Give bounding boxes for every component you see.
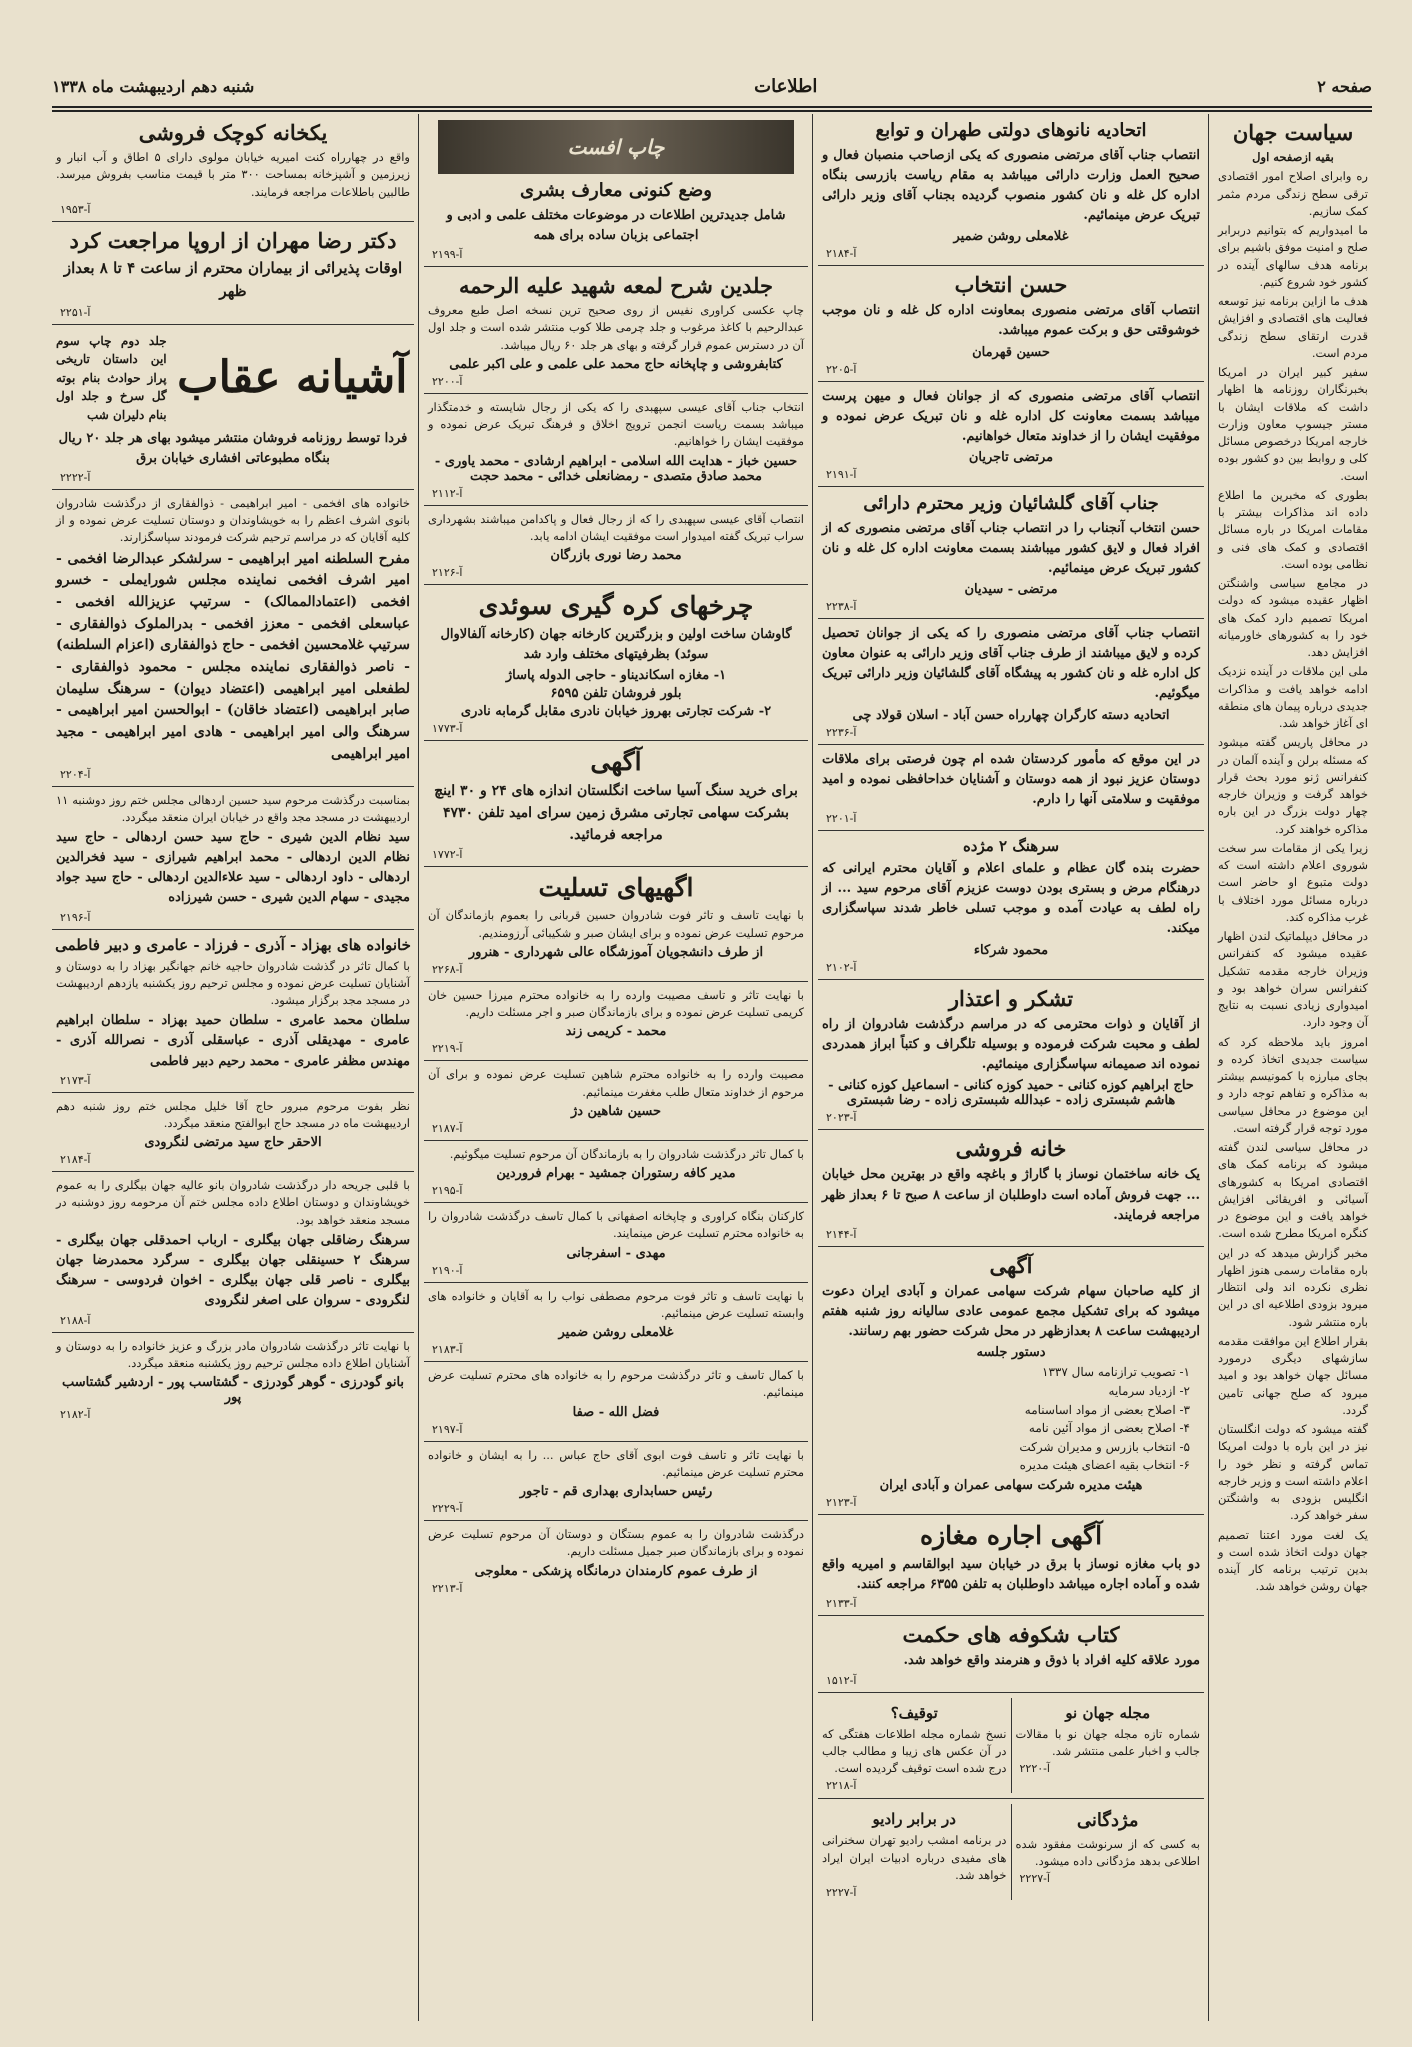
header-rule [52, 106, 1372, 108]
notice-thanks [818, 986, 1204, 1125]
notice-text: حسن انتخاب آنجناب را در انتصاب جناب آقای مرتضی منصوری که از افراد فعال و لایق کشور میباشند بسمت معاونت اداره کل غله و نان کشور تبریک عرض مینمائیم. [822, 520, 1200, 576]
notice-code: آ-۲۲۰۱ [826, 812, 857, 826]
notice-text: شماره تازه مجله جهان نو با مقالات جالب و اخبار علمی منتشر شد. [1015, 1726, 1200, 1758]
notice-text: درگذشت شادروان را به عموم بستگان و دوستان آن مرحوم تسلیت عرض نموده و برای بازماندگان صبر جمیل مسئلت داریم. [428, 1527, 804, 1559]
notice-bread-union [818, 120, 1204, 260]
notice-text: بمناسبت درگذشت مرحوم سید حسین اردهالی مجلس ختم روز دوشنبه ۱۱ اردیبهشت در مسجد مجد واقع در خیابان ایران منعقد میگردد. [56, 792, 410, 824]
divider [52, 221, 414, 222]
paragraph: امروز باید ملاحظه کرد که سیاست جدیدی اتخاذ کرده و بجای مبارزه با کمونیسم بیشتر به مذاکره و تفاهم توجه دارد و این موضوع در محافل سیاسی مورد توجه قرار گرفته است. [1218, 1034, 1368, 1135]
notice-finance-minister [818, 493, 1204, 613]
paragraph: ملی این ملاقات در آینده نزدیک ادامه خواهد یافت و مذاکرات جدیدی درباره پیمان های منطقه ای آغاز خواهد شد. [1218, 664, 1368, 731]
ad-line: ۱- مغازه اسکاندیناو - حاجی الدوله پاساژ [505, 668, 727, 684]
notice-code: آ-۲۰۲۳ [826, 1111, 857, 1125]
divider [818, 1129, 1204, 1130]
notice-signature: سرهنگ رضاقلی جهان بیگلری - ارباب احمدقلی جهان بیگلری - سرهنگ ۲ حسینقلی جهان بیگلری - سرگرد محمدرضا جهان بیگلری - ناصر قلی جهان بیگلری - اخوان فردوسی - سرهنگ لنگرودی - سروان علی اصغر لنگرودی [56, 1232, 411, 1309]
notice-code: آ-۲۲۰۵ [826, 362, 857, 376]
notice-text: با نهایت تاسف و تاثر فوت مرحوم مصطفی نواب را به آقایان و خانواده های وابسته تسلیت عرض مینمائیم. [428, 1288, 804, 1320]
ad-book [818, 1622, 1204, 1686]
notice-text: کارکنان بنگاه کراوری و چاپخانه اصفهانی با کمال تاسف درگذشت شادروان را به خانواده محترم تسلیت عرض مینمایند. [428, 1209, 804, 1241]
notice-beglari [52, 1177, 414, 1326]
divider [818, 744, 1204, 745]
notice-signature: غلامعلی روشن ضمیر [953, 229, 1069, 245]
notice-farewell [818, 750, 1204, 825]
ad-text: برای خرید سنگ آسیا ساخت انگلستان اندازه های ۲۴ و ۳۰ اینچ بشرکت سهامی تجارتی مشرق زمین سرای امید تلفن ۴۷۳۰ مراجعه فرمائید. [434, 783, 798, 843]
divider [52, 1171, 414, 1172]
ad-title: کتاب شکوفه های حکمت [902, 1622, 1120, 1648]
notice-signature: فضل الله - صفا [572, 1404, 660, 1420]
ad-text: از کلیه صاحبان سهام شرکت سهامی عمران و آبادی ایران دعوت میشود که برای تشکیل مجمع عمومی عادی سالیانه روز شنبه هفتم اردیبهشت ساعت ۸ بعدازظهر در محل شرکت حضور بهم رسانند. [822, 1284, 1200, 1340]
ad-code: آ-۲۱۳۳ [826, 1597, 857, 1611]
ad-line: ۲- شرکت تجارتی بهروز خیابان نادری مقابل گرمابه نادری [460, 704, 772, 720]
notice-text: نسخ شماره مجله اطلاعات هفتگی که در آن عکس های زیبا و مطالب جالب درج شده است توقیف گردیده است. [822, 1726, 1007, 1776]
ad-text: یک خانه ساختمان نوساز با گاراژ و باغچه واقع در بهترین محل خیابان ... جهت فروش آماده است داوطلبان از ساعت ۸ صبح تا ۶ بعداز ظهر مراجعه فرمایند. [822, 1167, 1201, 1223]
divider [818, 1798, 1204, 1799]
ad-code: آ-۲۲۰۰ [432, 374, 463, 388]
notice-code: آ-۲۱۲۶ [432, 566, 463, 580]
ad-code: آ-۲۲۵۱ [60, 305, 91, 319]
notice-title: جناب آقای گلشائیان وزیر محترم دارائی [863, 493, 1159, 515]
notice-signature: سلطان محمد عامری - سلطان حمید بهزاد - سلطان ابراهیم عامری - مهدیقلی آذری - عباسقلی آذری - نصرالله آذری - مهندس مظفر عامری - محمد رحیم دبیر فاطمی [56, 1013, 410, 1069]
notice-congrats-1 [424, 399, 808, 500]
notice-code: آ-۲۱۸۳ [432, 1343, 463, 1357]
divider [818, 618, 1204, 619]
divider [52, 324, 414, 325]
condolence-notice [424, 1526, 808, 1595]
ad-cream-separator [424, 591, 808, 735]
divider [818, 830, 1204, 831]
divider [424, 584, 808, 585]
ad-text: مورد علاقه کلیه افراد با ذوق و هنرمند واقع خواهد شد. [903, 1653, 1200, 1669]
agenda-item: ۳- اصلاح بعضی از مواد اساسنامه [1024, 1402, 1190, 1417]
divider [424, 266, 808, 267]
ad-eagle-nest-book [52, 330, 414, 484]
condolence-notice [424, 907, 808, 976]
divider [818, 979, 1204, 980]
notice-signature: از طرف دانشجویان آموزشگاه عالی شهرداری - هنرور [468, 944, 764, 960]
notice-colonel [818, 837, 1204, 974]
notice-text: با نهایت تاثر و تاسف مصیبت وارده را به خانواده محترم میرزا حسین خان کریمی تسلیت عرض نموده و برای بازماندگان صبر و اجر مسئلت داریم. [428, 987, 804, 1020]
ad-knowledge [424, 180, 808, 261]
notice-title: مژدگانی [1076, 1810, 1139, 1832]
notice-signature: بانو گودرزی - گوهر گودرزی - گشتاسب پور - اردشیر گشتاسب پور [61, 1375, 405, 1406]
condolence-notice [424, 1447, 808, 1516]
ad-millstone [424, 747, 808, 861]
notice-code: آ-۲۲۱۳ [432, 1581, 463, 1595]
ad-text: دو باب مغازه نوساز با برق در خیابان سید ابوالقاسم و امیریه واقع شده و آماده اجاره میباشد داوطلبان به تلفن ۶۳۵۵ مراجعه کنند. [822, 1557, 1200, 1593]
notice-code: آ-۲۱۹۶ [60, 910, 91, 924]
notice-code: آ-۲۱۹۱ [826, 468, 857, 482]
print-ad-banner: چاپ افست [438, 120, 794, 174]
book-ad-text: فردا توسط روزنامه فروشان منتشر میشود بهای هر جلد ۲۰ ریال بنگاه مطبوعاتی افشاری خیابان برق [58, 430, 408, 466]
condolence-notice [424, 1367, 808, 1436]
notice-text: مصیبت وارده را به خانواده محترم شاهین تسلیت عرض نموده و برای آن مرحوم از خداوند متعال طلب مغفرت مینمائیم. [428, 1067, 804, 1099]
notice-text: با قلبی جریحه دار درگذشت شادروان بانو عالیه جهان بیگلری را به عموم خویشاوندان و دوستان اطلاع داده مجلس ختم آن مرحومه روز دوشنبه در مسجد منعقد خواهد بود. [56, 1178, 410, 1227]
notice-code: آ-۲۲۲۰ [1019, 1762, 1050, 1776]
notice-afkhami-family [52, 495, 414, 781]
agenda-item: ۵- انتخاب بازرس و مدیران شرکت [1019, 1439, 1190, 1454]
notice-signature: مهدی - اسفرجانی [566, 1245, 666, 1261]
notice-signature: حاج ابراهیم کوزه کنانی - حمید کوزه کنانی - اسماعیل کوزه کنانی - هاشم شبستری زاده - عبدالله شبستری زاده - رضا شبستری [828, 1078, 1194, 1109]
ad-code: آ-۲۲۲۲ [60, 470, 91, 484]
condolence-notice [424, 1066, 808, 1135]
notice-title: مجله جهان نو [1065, 1703, 1151, 1722]
page-header [52, 66, 1372, 106]
notice-code: آ-۲۱۸۸ [60, 1313, 91, 1327]
condolence-notice [424, 1288, 808, 1357]
divider [424, 1361, 808, 1362]
notice-magazine [1012, 1698, 1205, 1794]
notice-seizure [818, 1698, 1012, 1794]
notice-code: آ-۲۲۱۹ [432, 1042, 463, 1056]
ad-title: دکتر رضا مهران از اروپا مراجعت کرد [69, 227, 397, 253]
ad-code: آ-۱۷۷۳ [432, 722, 463, 736]
notice-text: انتصاب آقای مرتضی منصوری که از جوانان فعال و میهن پرست میباشد بسمت معاونت کل اداره غله و نان تبریک عرض نموده و موفقیت ایشان را از خداوند متعال خواهانیم. [822, 388, 1200, 444]
divider [818, 381, 1204, 382]
notice-signature: حسین شاهین دژ [570, 1103, 662, 1119]
ad-code: آ-۱۹۵۳ [60, 202, 91, 216]
ad-text: چاپ عکسی کراوری نفیس از روی صحیح ترین نسخه اصل طبع معروف عبدالرحیم با کاغذ مرغوب و جلد چرمی طلا کوب منتشر شده است و جلد اول آن در دسترس عموم قرار گرفته و بهای هر جلد ۶۰ ریال میباشد. [428, 303, 804, 352]
notice-signature: محمد رضا نوری بازرگان [550, 548, 682, 564]
notice-signature: اتحادیه دسته کارگران چهارراه حسن آباد - اسلان قولاد چی [852, 707, 1170, 723]
notice-appointment [818, 387, 1204, 481]
notice-signature: مرتضی تاجریان [968, 450, 1054, 466]
notice-code: آ-۲۲۲۷ [1019, 1872, 1050, 1886]
book-ad-row [52, 330, 414, 427]
notice-text: با نهایت تاسف و تاثر فوت شادروان حسین قربانی را بعموم بازماندگان آن مرحوم تسلیت عرض نموده و برای ایشان صبر و شکیبائی آرزومندیم. [428, 908, 804, 940]
divider [818, 1246, 1204, 1247]
notice-code: آ-۲۱۸۴ [60, 1153, 91, 1167]
ad-title: خانه فروشی [955, 1136, 1067, 1162]
notice-title: سرهنگ ۲ مژده [962, 837, 1060, 856]
notice-code: آ-۲۱۸۲ [60, 1408, 91, 1422]
agenda-item: ۶- انتخاب بقیه اعضای هیئت مدیره [1019, 1458, 1190, 1473]
notice-goodarzi [52, 1338, 414, 1422]
notice-haj-khalil [52, 1098, 414, 1167]
header-rule-2 [52, 110, 1372, 112]
notice-signature: حسین قهرمان [972, 344, 1050, 360]
divider [424, 981, 808, 982]
notice-signature: مدیر کافه رستوران جمشید - بهرام فروردین [496, 1166, 736, 1182]
notice-title: اتحادیه نانوهای دولتی طهران و توابع [875, 120, 1147, 141]
twin-notices-2 [818, 1804, 1204, 1900]
notice-text: به کسی که از سرنوشت مفقود شده اطلاعی بدهد مژدگانی داده میشود. [1015, 1836, 1200, 1869]
column-world-politics [1214, 114, 1372, 2021]
ad-house-sale [818, 1136, 1204, 1241]
notice-signature: مرتضی - سیدیان [964, 582, 1058, 598]
divider [424, 740, 808, 741]
notice-code: آ-۲۱۰۲ [826, 960, 857, 974]
notice-text: با نهایت تاثر درگذشت شادروان مادر بزرگ و عزیز خانواده را به دوستان و آشنایان اطلاع داده مجلس ترحیم روز یکشنبه منعقد میگردد. [56, 1338, 410, 1370]
notice-title: تشکر و اعتذار [948, 985, 1074, 1011]
page-number: صفحه ۲ [1317, 76, 1372, 96]
notice-text: با کمال تاثر درگذشت شادروان را به بازماندگان آن مرحوم تسلیت میگوئیم. [449, 1146, 804, 1161]
divider [424, 505, 808, 506]
paragraph: در محافل سیاسی لندن گفته میشود که برنامه کمک های اقتصادی امریکا به کشورهای آسیائی و افریقائی افزایش خواهد یافت و این موضوع در کنگره امریکا مطرح شده است. [1218, 1140, 1368, 1241]
notice-radio [818, 1804, 1012, 1900]
ad-signature: هیئت مدیره شرکت سهامی عمران و آبادی ایران [879, 1478, 1143, 1493]
ad-code: آ-۲۱۲۳ [826, 1496, 857, 1509]
notice-text: در این موقع که مأمور کردستان شده ام چون فرصتی برای ملاقات دوستان عزیز نبود از همه دوستان و آشنایان خداحافظی نموده و امید موفقیت و سلامتی آنها را دارم. [822, 751, 1200, 807]
ad-code: آ-۲۱۹۹ [432, 247, 463, 261]
notice-text: انتخاب جناب آقای عیسی سپهبدی را که یکی از رجال شایسته و خدمتگذار میباشد بسمت ریاست انجمن ترویج اخلاق و فرهنگ تبریک عرض نموده و موفقیت ایشان را خواهانیم. [428, 399, 804, 449]
notice-title: توقیف؟ [890, 1703, 938, 1722]
notice-text: از آقایان و ذوات محترمی که در مراسم درگذشت شادروان از راه لطف و محبت شرکت فرموده و بوسیله تلگراف و کتباً ابراز همدردی نموده اند صمیمانه سپاسگزاری مینمائیم. [822, 1016, 1200, 1073]
condolence-notice [424, 987, 808, 1056]
divider [52, 1332, 414, 1333]
notice-text: حضرت بنده گان عظام و علمای اعلام و آقایان محترم ایرانی که درهنگام مرض و بستری بودن دوست عزیزم آقای مرحوم سید ... از راه لطف به عیادت آمده و موجب تسلی خاطر شدند سپاسگزاری میکند. [822, 861, 1200, 937]
divider [424, 1060, 808, 1061]
column-divider-3 [418, 114, 419, 2021]
ad-title: وضع کنونی معارف بشری [520, 180, 712, 201]
divider [424, 393, 808, 394]
notice-text: خانواده های افخمی - امیر ابراهیمی - ذوالفقاری از درگذشت شادروان بانوی اشرف اعظم را به خویشاوندان و دوستان تسلیت عرض نموده و از کلیه آقایان که در مراسم ترحیم شرکت فرمودند سپاسگزارند. [56, 495, 410, 545]
ad-code: آ-۲۱۴۴ [826, 1227, 857, 1241]
notice-title: خانواده های بهزاد - آذری - فرزاد - عامری و دبیر فاطمی [55, 935, 411, 954]
notice-behzad-family [52, 936, 414, 1087]
notice-signature: غلامعلی روشن ضمیر [558, 1325, 674, 1341]
notice-text: با نهایت تاثر و تاسف فوت ابوی آقای حاج عباس ... را به ایشان و خانواده محترم تسلیت عرض مینمائیم. [428, 1447, 804, 1479]
paragraph: در محافل دیپلماتیک لندن اظهار عقیده میشود که کنفرانس وزیران خارجه مقدمه تشکیل کنفرانس سران خواهد بود و امیدواری زیادی نسبت به نتایج آن وجود دارد. [1218, 929, 1368, 1030]
notice-text: نظر بفوت مرحوم مبرور حاج آقا خلیل مجلس ختم روز شنبه دهم اردیبهشت ماه در مسجد حاج ابوالفتح منعقد میگردد. [56, 1098, 410, 1130]
ad-shareholders [818, 1253, 1204, 1509]
paragraph: گفته میشود که دولت انگلستان نیز در این باره با دولت امریکا تماس گرفته و نظر خود را اعلام داشته است و وزیر خارجه انگلیس بزودی به واشنگتن سفر خواهد کرد. [1218, 1422, 1368, 1523]
notice-signature: سید نظام الدین شیری - حاج سید حسن اردهالی - حاج سید نظام الدین اردهالی - محمد ابراهیم شیرازی - سید فخرالدین اردهالی - داود اردهالی - سید علاءالدین اردهالی - حاج سید جواد مجیدی - سهام الدین شیری - حسن شیرزاده [56, 830, 410, 906]
ad-line: بلور فروشان تلفن ۶۵۹۵ [550, 686, 682, 702]
notice-text: با کمال تاثر در گذشت شادروان حاجیه خانم جهانگیر بهزاد را به دوستان و آشنایان تسلیت عرض نموده و مجلس ترحیم روز یکشنبه یازدهم اردیبهشت در مسجد مجد برگزار میشود. [56, 958, 410, 1008]
column-divider-1 [1208, 114, 1209, 2021]
divider [52, 1092, 414, 1093]
paragraph: بقرار اطلاع این موافقت مقدمه سازشهای دیگری درمورد مسائل جهان خواهد بود و امید میرود که صلح جهانی تامین گردد. [1218, 1333, 1368, 1417]
column-notices-c [52, 114, 414, 2021]
paragraph: در محافل پاریس گفته میشود که مسئله برلن و آینده آلمان در کنفرانس ژنو مورد بحث قرار خواهد گرفت و وزیران خارجه چهار دولت بزرگ در این باره مذاکره خواهند کرد. [1218, 735, 1368, 836]
notice-text: انتصاب آقای عیسی سپهبدی را که از رجال فعال و پاکدامن میباشند بشهرداری سراب تبریک گفته امیدوار است موفقیت ایشان ادامه یابد. [428, 511, 804, 543]
agenda-item: ۲- ازدیاد سرمایه [1108, 1384, 1190, 1399]
notice-congrats-2 [424, 511, 808, 580]
divider [424, 1140, 808, 1141]
divider [818, 1514, 1204, 1515]
world-politics-subtitle: بقیه ازصفحه اول [1252, 150, 1334, 165]
notice-text: انتصاب آقای مرتضی منصوری بمعاونت اداره کل غله و نان موجب خوشوقتی حق و برکت عموم میباشد. [822, 303, 1200, 339]
paragraph: در مجامع سیاسی واشنگتن اظهار عقیده میشود که دولت امریکا تصمیم دارد کمک های خود را به کشورهای خاورمیانه افزایش دهد. [1218, 576, 1368, 660]
notice-title: حسن انتخاب [954, 272, 1068, 298]
notice-code: آ-۲۱۱۲ [432, 486, 463, 500]
ad-shop-rent [818, 1521, 1204, 1610]
world-politics-title: سیاست جهان [1232, 120, 1354, 145]
paragraph: ره وابرای اصلاح امور اقتصادی ترقی سطح زندگی مردم مثمر کمک سازیم. [1218, 169, 1368, 218]
divider [818, 1692, 1204, 1693]
twin-notices-1 [818, 1698, 1204, 1794]
notice-ardehali [52, 792, 414, 924]
ad-doctor [52, 228, 414, 319]
notice-code: آ-۲۱۹۵ [432, 1184, 463, 1198]
ad-title: یکخانه کوچک فروشی [138, 120, 328, 145]
notice-text: با کمال تاسف و تاثر درگذشت مرحوم را به خانواده های محترم تسلیت عرض مینمائیم. [428, 1368, 804, 1400]
ad-title: آگهی [989, 1252, 1033, 1278]
notice-text: انتصاب جناب آقای مرتضی منصوری که یکی ازصاحب منصبان فعال و صحیح العمل وزارت دارائی میباشد به مقام ریاست بازرسی بنگاه اداره کل غله و نان کشور منصوب گردیده بجناب آقای وزیر دارائی تبریک عرض مینمائیم. [822, 147, 1200, 224]
notice-code: آ-۲۱۷۳ [60, 1073, 91, 1087]
notice-text: در برنامه امشب رادیو تهران سخنرانی های مفیدی درباره ادبیات ایران ایراد خواهد شد. [822, 1833, 1007, 1882]
ad-code: آ-۱۵۱۲ [826, 1673, 857, 1687]
divider [424, 1520, 808, 1521]
notice-workers-union [818, 624, 1204, 739]
ad-lumah-book [424, 273, 808, 388]
ad-text: شامل جدیدترین اطلاعات در موضوعات مختلف علمی و ادبی و اجتماعی بزبان ساده برای همه [446, 207, 786, 243]
notice-signature: حسین خباز - هدایت الله اسلامی - ابراهیم ارشادی - محمد یاوری - محمد صادق متصدی - رمضانعلی خدائی - محمد حجت [434, 453, 798, 484]
notice-code: آ-۲۲۳۸ [826, 600, 857, 614]
ad-title: جلدین شرح لمعه شهید علیه الرحمه [459, 272, 773, 298]
ad-title: آگهی [590, 747, 642, 777]
column-notices-a [818, 114, 1204, 2021]
ad-text: واقع در چهارراه کنت امیریه خیابان مولوی دارای ۵ اطاق و آب انبار و زیرزمین و آشپزخانه بمساحت ۳۰۰ متر با قیمت مناسب بفروش میرسد. طالبین باطلاعات مراجعه فرمایند. [56, 150, 411, 199]
paragraph: یک لغت مورد اعتنا تصمیم جهان دولت اتخاذ شده است و بدین ترتیب برنامه کار آینده جهان روشن خواهد شد. [1218, 1527, 1368, 1594]
notice-code: آ-۲۲۰۴ [60, 767, 91, 781]
notice-names: مفرح السلطنه امیر ابراهیمی - سرلشکر عبدالرضا افخمی - امیر اشرف افخمی نماینده مجلس شورایملی - خسرو افخمی (اعتمادالممالک) - سرتیپ عزیزالله افخمی - عباسعلی افخمی - معزز افخمی - بدرالملوک ذوالفقاری - سرتیپ غلامحسین افخمی - حاج ذوالفقاری (اعزام السلطنه) - ناصر ذوالفقاری نماینده مجلس - محمود ذوالفقاری - لطفعلی امیر ابراهیمی (اعتضاد دیوان) - سرهنگ سلیمان صابر ابراهیمی (اعتضاد خاقان) - ابوالحسن امیر ابراهیمی - سرهنگ والی امیر ابراهیمی - هادی امیر ابراهیمی - مجید امیر ابراهیمی [56, 550, 410, 762]
divider [818, 1615, 1204, 1616]
paragraph: زیرا یکی از مقامات سر سخت شوروی اعلام داشته است که دولت متبوع او حاضر است درباره مسائل مورد اختلاف با غرب مذاکره کند. [1218, 840, 1368, 924]
notice-text: انتصاب جناب آقای مرتضی منصوری را که یکی از جوانان تحصیل کرده و لایق میباشند از طرف جناب آقای وزیر دارائی به عنوان معاون کل اداره غله و نان کشور به پیشگاه آقای گلشائیان وزیر دارائی تبریک میگوئیم. [822, 626, 1200, 702]
divider [424, 866, 808, 867]
book-title: آشیانه عقاب [177, 351, 408, 403]
notice-reward [1012, 1804, 1205, 1900]
condolence-notice [424, 1208, 808, 1277]
notice-code: آ-۲۲۲۹ [432, 1502, 463, 1516]
divider [424, 1202, 808, 1203]
notice-signature: الاحقر حاج سید مرتضی لنگرودی [144, 1135, 322, 1151]
column-notices-b [424, 114, 808, 2021]
condolence-notice [424, 1146, 808, 1197]
notice-good-selection [818, 272, 1204, 375]
ad-small-house [52, 120, 414, 216]
issue-date: شنبه دهم اردیبهشت ماه ۱۳۳۸ [52, 76, 255, 96]
agenda-item: ۴- اصلاح بعضی از مواد آئین نامه [1028, 1421, 1190, 1436]
notice-code: آ-۲۱۸۴ [826, 247, 857, 261]
notice-code: آ-۲۱۹۷ [432, 1422, 463, 1436]
ad-code: آ-۱۷۷۲ [432, 848, 463, 862]
ad-title: آگهی اجاره مغازه [919, 1521, 1103, 1550]
ad-signature: کتابفروشی و چاپخانه حاج محمد علی علمی و علی اکبر علمی [449, 356, 783, 372]
notice-code: آ-۲۲۶۸ [432, 962, 463, 976]
agenda-title: دستور جلسه [976, 1345, 1046, 1361]
ad-text: اوقات پذیرائی از بیماران محترم از ساعت ۴ تا ۸ بعداز ظهر [63, 259, 403, 301]
divider [52, 489, 414, 490]
condolence-section-title: اگهیهای تسلیت [538, 873, 694, 903]
notice-title: در برابر رادیو [872, 1810, 956, 1829]
notice-signature: رئیس حسابداری بهداری قم - تاجور [519, 1484, 713, 1500]
world-politics-body [1214, 168, 1372, 1595]
notice-code: آ-۲۲۲۷ [826, 1886, 857, 1900]
paragraph: سفیر کبیر ایران در امریکا بخبرنگاران روزنامه ها اظهار داشت که ملاقات ایشان با مستر جیسوپ معاون وزارت خارجه امریکا درخصوص مسائل کلی و روابط بین دو کشور بوده است. [1218, 365, 1368, 483]
paragraph: مخبر گزارش میدهد که در این باره مقامات رسمی هنوز اظهار نظری نکرده اند ولی انتظار میرود بزودی اطلاعیه ای در این باره منتشر شود. [1218, 1245, 1368, 1329]
divider [818, 486, 1204, 487]
divider [52, 786, 414, 787]
divider [424, 1441, 808, 1442]
notice-code: آ-۲۲۳۶ [826, 725, 857, 739]
notice-code: آ-۲۱۸۷ [432, 1121, 463, 1135]
column-divider-2 [812, 114, 813, 2021]
paragraph: ما امیدواریم که بتوانیم دربرابر صلح و امنیت موفق باشیم برای برنامه هدف سالهای آینده در کشور خود شروع کنیم. [1218, 223, 1368, 289]
ad-text: گاوشان ساخت اولین و بزرگترین کارخانه جهان (کارخانه آلفالاوال سوئد) بظرفیتهای مختلف وارد شد [440, 627, 792, 663]
notice-signature: محمود شرکاء [973, 942, 1049, 958]
divider [818, 265, 1204, 266]
paragraph: بطوری که مخبرین ما اطلاع داده اند مذاکرات بیشتر با مقامات امریکا در باره مسائل اقتصادی و کمک های فنی و نظامی بوده است. [1218, 487, 1368, 571]
divider [424, 1282, 808, 1283]
newspaper-name: اطلاعات [754, 75, 818, 97]
agenda-item: ۱- تصویب ترازنامه سال ۱۳۳۷ [1042, 1365, 1190, 1380]
divider [52, 929, 414, 930]
paragraph: هدف ما ازاین برنامه نیز توسعه فعالیت های اقتصادی و افزایش قدرت ارتقای سطح زندگی مردم است. [1218, 294, 1368, 360]
agenda-list [818, 1363, 1204, 1475]
notice-code: آ-۲۱۹۰ [432, 1263, 463, 1277]
ad-title: چرخهای کره گیری سوئدی [478, 591, 754, 621]
notice-signature: از طرف عموم کارمندان درمانگاه پزشکی - معلوجی [474, 1563, 758, 1579]
notice-code: آ-۲۲۱۸ [826, 1779, 857, 1793]
book-side-text: جلد دوم چاپ سوم این داستان تاریخی پراز حوادث بنام بوته گل سرخ و جلد اول بنام دلیران شب [56, 333, 167, 422]
notice-signature: محمد - کریمی زند [565, 1024, 667, 1040]
